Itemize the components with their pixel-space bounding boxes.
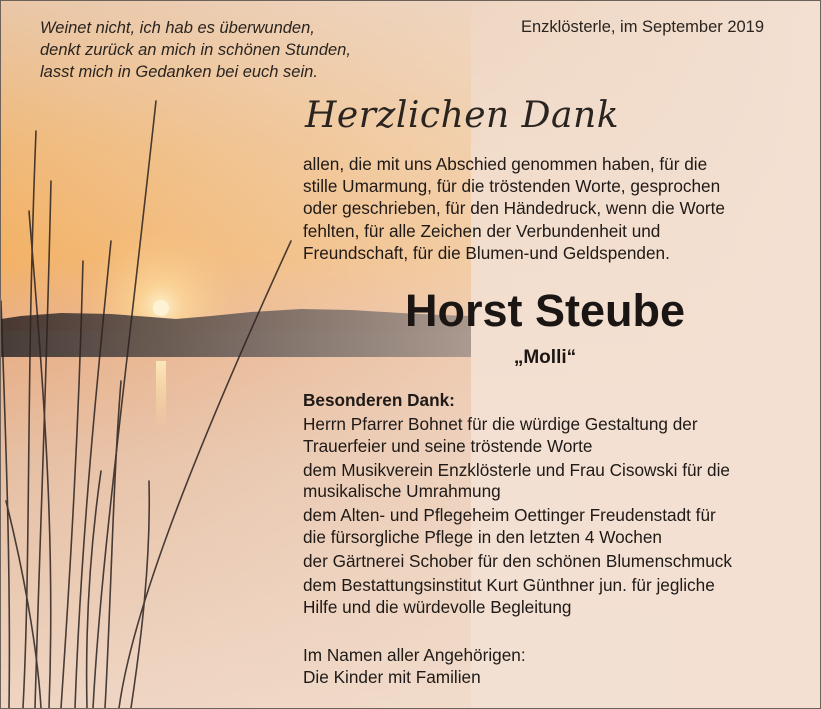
place-date: Enzklösterle, im September 2019 (521, 18, 765, 36)
entry-line: dem Bestattungsinstitut Kurt Günthner jun. für jegliche (303, 575, 715, 596)
entry-line: Trauerfeier und seine tröstende Worte (303, 435, 593, 456)
headline: Herzlichen Dank (305, 95, 620, 136)
entry-line: der Gärtnerei Schober für den schönen Blumenschmuck (303, 551, 732, 572)
special-thanks-title: Besonderen Dank: (303, 390, 455, 410)
entry-line: dem Alten- und Pflegeheim Oettinger Freudenstadt für (303, 505, 716, 526)
closing-line: Im Namen aller Angehörigen: (303, 645, 526, 665)
entry-line: Hilfe und die würdevolle Begleitung (303, 596, 572, 617)
entry-line: musikalische Umrahmung (303, 481, 501, 502)
entry-line: Herrn Pfarrer Bohnet für die würdige Gestaltung der (303, 414, 698, 435)
entry-line: die fürsorgliche Pflege in den letzten 4 Wochen (303, 526, 662, 547)
special-thanks-entry (303, 414, 803, 457)
special-thanks-entry (303, 575, 803, 618)
special-thanks (303, 390, 803, 618)
thanks-line: allen, die mit uns Abschied genommen haben, für die (303, 154, 708, 174)
special-thanks-entry (303, 551, 803, 572)
deceased-nickname: „Molli“ (513, 347, 577, 368)
deceased-name: Horst Steube (404, 285, 686, 336)
closing-signature (303, 644, 526, 688)
thanks-line: Freundschaft, für die Blumen-und Geldspenden. (303, 242, 670, 263)
special-thanks-entry (303, 460, 803, 503)
poem-line: lasst mich in Gedanken bei euch sein. (40, 63, 318, 81)
thanks-line: oder geschrieben, für den Händedruck, wenn die Worte (303, 198, 725, 219)
thanks-line: stille Umarmung, für die tröstenden Worte, gesprochen (303, 176, 721, 197)
special-thanks-entry (303, 505, 803, 548)
poem-block (40, 17, 351, 83)
entry-line: dem Musikverein Enzklösterle und Frau Cisowski für die (303, 459, 730, 480)
closing-line: Die Kinder mit Familien (303, 667, 481, 687)
poem-line: denkt zurück an mich in schönen Stunden, (40, 41, 351, 59)
thanks-line: fehlten, für alle Zeichen der Verbundenheit und (303, 220, 661, 241)
poem-line: Weinet nicht, ich hab es überwunden, (40, 19, 315, 37)
thanks-paragraph (303, 153, 725, 264)
